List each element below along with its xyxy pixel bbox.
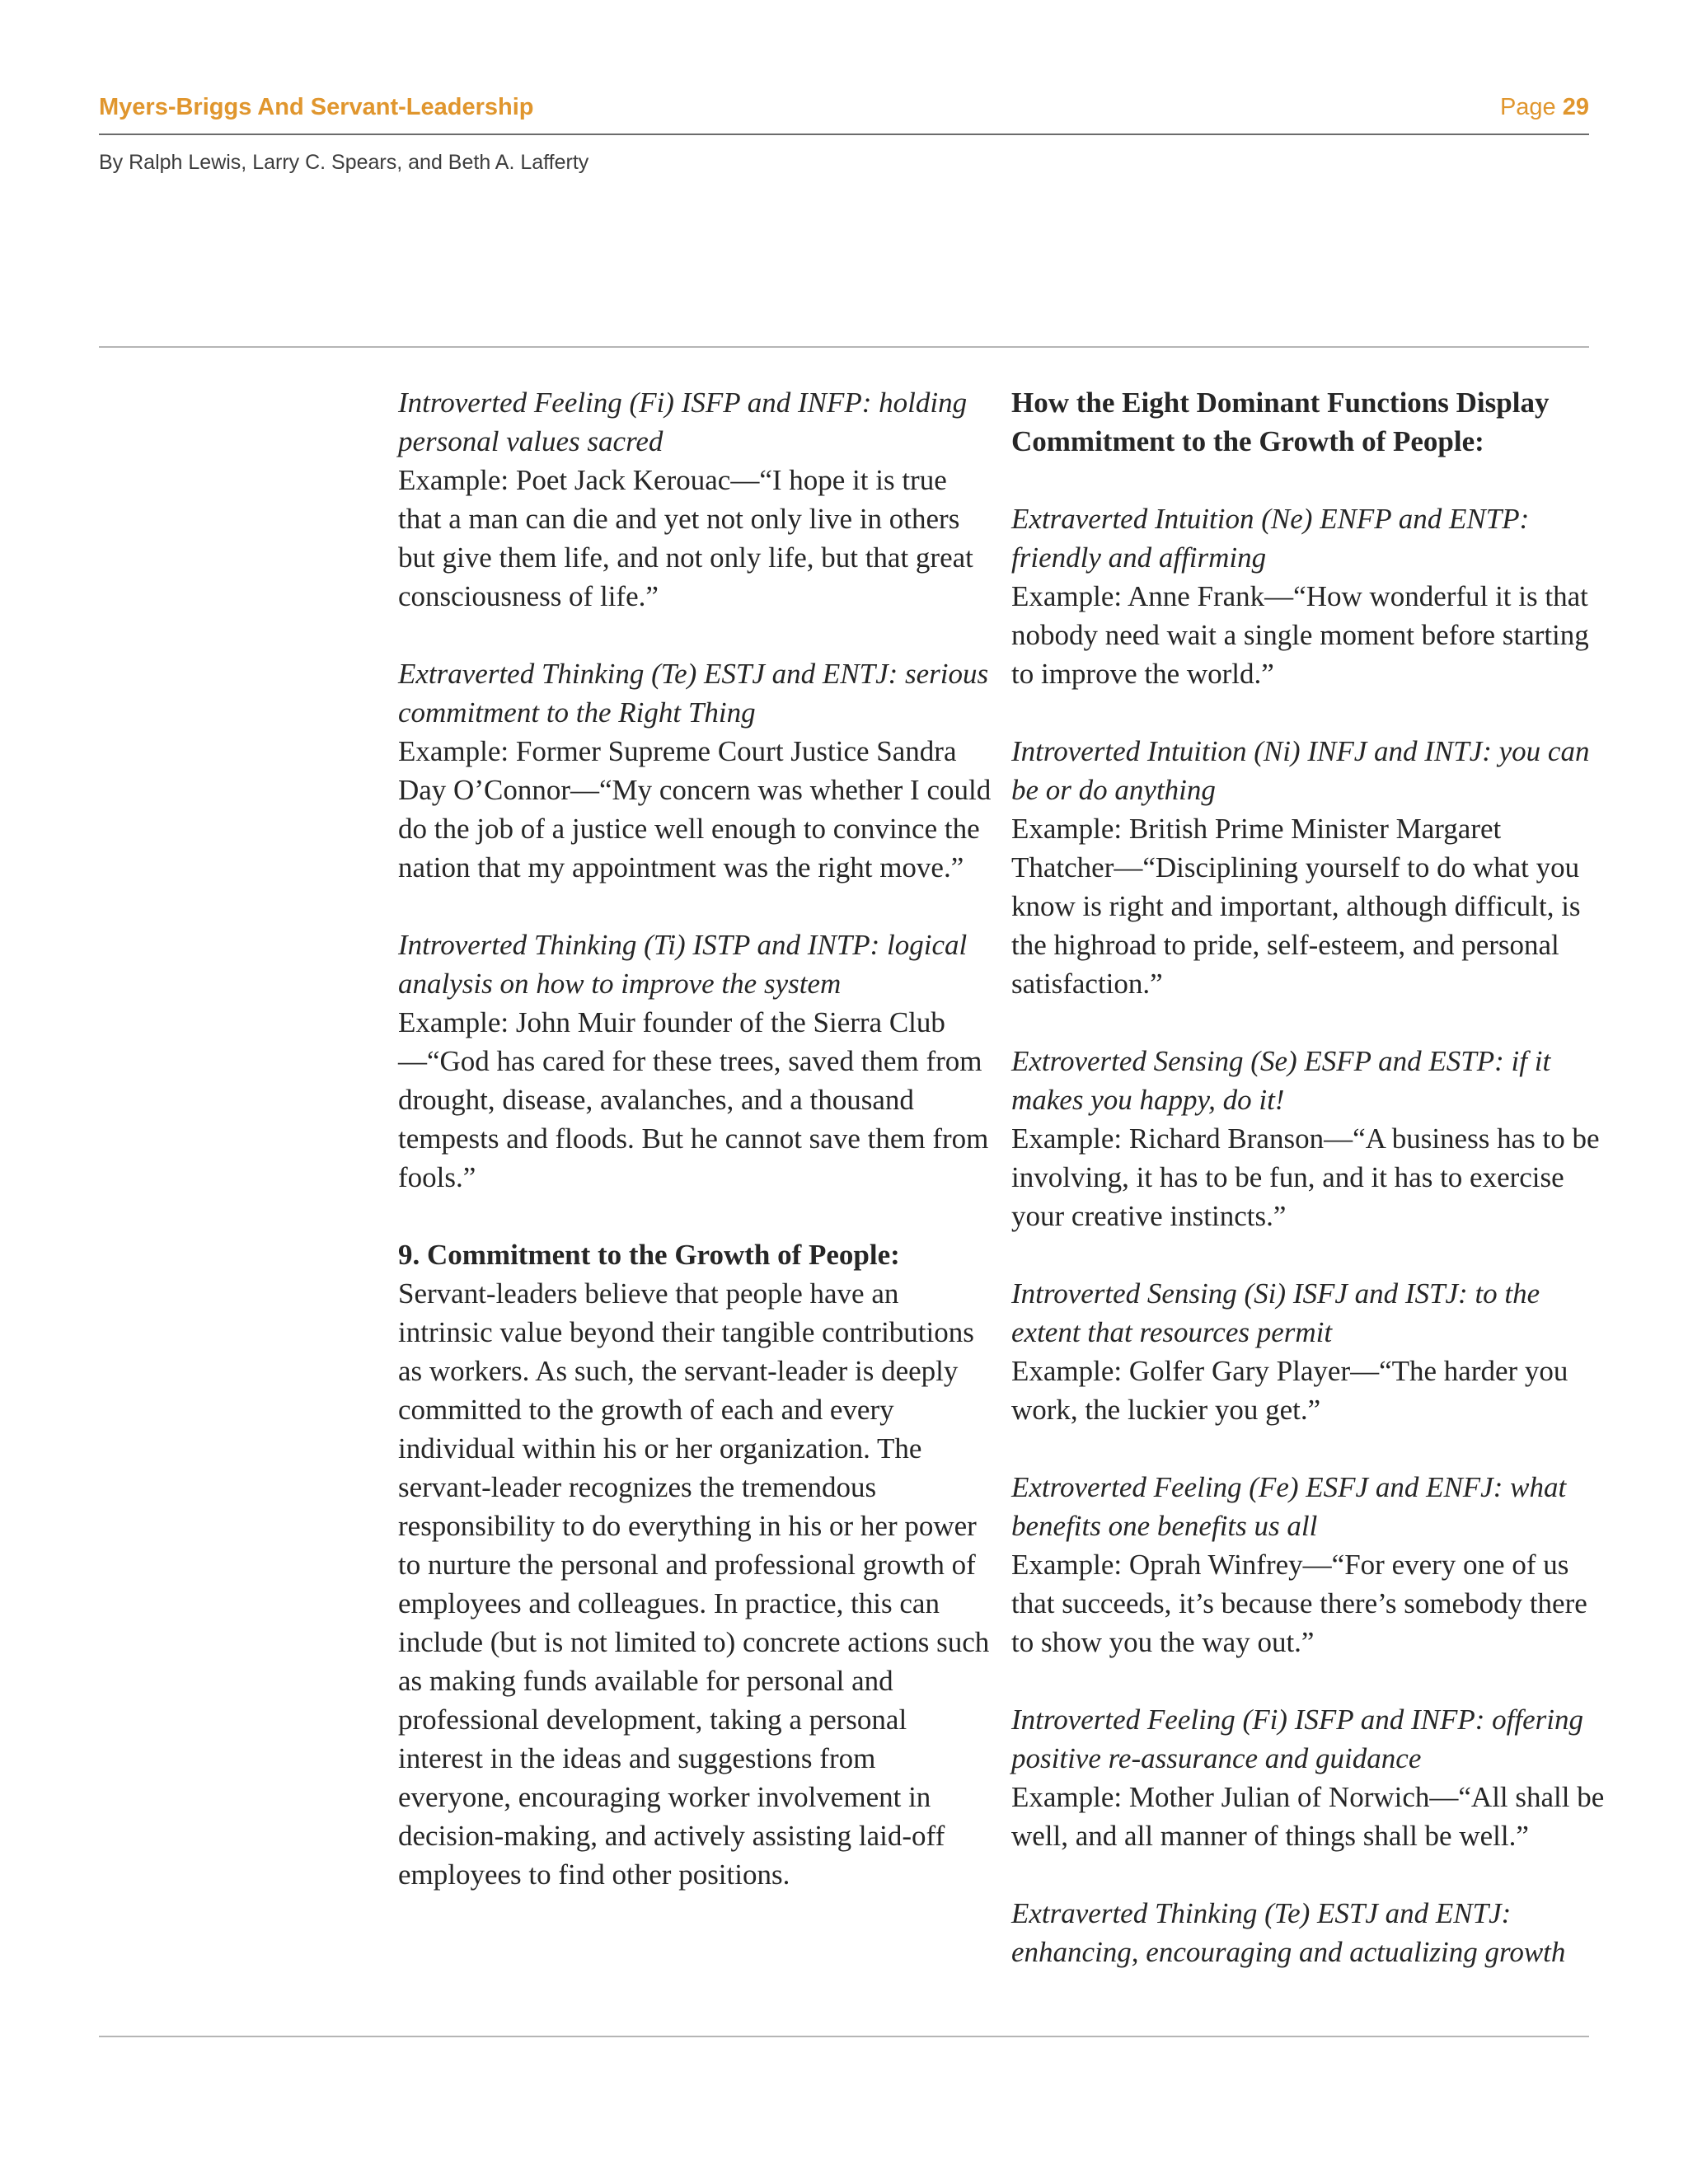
page-number-value: 29 xyxy=(1562,94,1589,120)
entry-te-left xyxy=(398,654,992,887)
entry-example: Example: John Muir founder of the Sierra Club—“God has cared for these trees, saved them from drought, disease, avalanches, and a thousand tempests and floods. But he cannot save them from fools.” xyxy=(398,1006,989,1193)
entry-example: Example: Poet Jack Kerouac—“I hope it is true that a man can die and yet not only live in others but give them life, and not only life, but that great consciousness of life.” xyxy=(398,464,973,612)
entry-heading: Extraverted Thinking (Te) ESTJ and ENTJ: serious commitment to the Right Thing xyxy=(398,658,989,729)
entry-se xyxy=(1011,1042,1605,1235)
heading-text: How the Eight Dominant Functions Display Commitment to the Growth of People: xyxy=(1011,387,1550,457)
page-number xyxy=(1500,94,1589,121)
left-column xyxy=(398,383,992,1894)
entry-ne xyxy=(1011,499,1605,693)
entry-example: Example: Former Supreme Court Justice Sandra Day O’Connor—“My concern was whether I could do the job of a justice well enough to convince the nation that my appointment was the right move.” xyxy=(398,735,992,883)
publication-title: Myers-Briggs And Servant-Leadership xyxy=(99,94,534,120)
entry-heading: Extraverted Intuition (Ne) ENFP and ENTP: friendly and affirming xyxy=(1011,503,1530,574)
entry-fi-left xyxy=(398,383,992,616)
entry-heading: Introverted Intuition (Ni) INFJ and INTJ: you can be or do anything xyxy=(1011,735,1590,806)
right-column xyxy=(1011,383,1605,1971)
entry-example: Example: Oprah Winfrey—“For every one of us that succeeds, it’s because there’s somebody there to show you the way out.” xyxy=(1011,1549,1587,1658)
entry-heading: Introverted Feeling (Fi) ISFP and INFP: holding personal values sacred xyxy=(398,387,968,457)
entry-ni xyxy=(1011,732,1605,1003)
footer-rule xyxy=(99,2036,1589,2037)
entry-example: Example: Anne Frank—“How wonderful it is that nobody need wait a single moment before starting to improve the world.” xyxy=(1011,580,1589,690)
entry-si xyxy=(1011,1274,1605,1429)
entry-example: Example: British Prime Minister Margaret Thatcher—“Disciplining yourself to do what you know is right and important, although difficult, is the highroad to pride, self-esteem, and personal satisfaction.” xyxy=(1011,813,1581,1000)
entry-heading: Introverted Thinking (Ti) ISTP and INTP: logical analysis on how to improve the system xyxy=(398,929,968,1000)
entry-example: Example: Mother Julian of Norwich—“All shall be well, and all manner of things shall be well.” xyxy=(1011,1781,1605,1852)
entry-heading: Extraverted Thinking (Te) ESTJ and ENTJ: enhancing, encouraging and actualizing growth xyxy=(1011,1897,1566,1968)
byline: By Ralph Lewis, Larry C. Spears, and Beth A. Lafferty xyxy=(99,151,589,174)
entry-fi-right xyxy=(1011,1700,1605,1855)
entry-ti-left xyxy=(398,926,992,1197)
entry-heading: Extroverted Feeling (Fe) ESFJ and ENFJ: what benefits one benefits us all xyxy=(1011,1471,1567,1542)
right-column-heading xyxy=(1011,383,1605,461)
entry-fe xyxy=(1011,1468,1605,1661)
entry-te-right xyxy=(1011,1894,1605,1971)
content-top-rule xyxy=(99,346,1589,348)
section-growth-of-people xyxy=(398,1235,992,1894)
entry-heading: Introverted Sensing (Si) ISFJ and ISTJ: to the extent that resources permit xyxy=(1011,1277,1540,1348)
entry-example: Example: Golfer Gary Player—“The harder you work, the luckier you get.” xyxy=(1011,1355,1568,1426)
entry-heading: Extroverted Sensing (Se) ESFP and ESTP: if it makes you happy, do it! xyxy=(1011,1045,1551,1116)
entry-heading: Introverted Feeling (Fi) ISFP and INFP: offering positive re-assurance and guidance xyxy=(1011,1704,1583,1774)
page-label: Page xyxy=(1499,94,1556,120)
section-heading: 9. Commitment to the Growth of People: xyxy=(398,1239,900,1271)
header-rule xyxy=(99,134,1589,135)
section-body: Servant-leaders believe that people have an intrinsic value beyond their tangible contributions as workers. As such, the servant-leader is deeply committed to the growth of each and every individual within his or her organization. The servant-leader recognizes the tremendous responsibility to do everything in his or her power to nurture the personal and professional growth of employees and colleagues. In practice, this can include (but is not limited to) concrete actions such as making funds available for personal and professional development, taking a personal interest in the ideas and suggestions from everyone, encouraging worker involvement in decision-making, and actively assisting laid-off employees to find other positions. xyxy=(398,1277,990,1891)
entry-example: Example: Richard Branson—“A business has to be involving, it has to be fun, and it has to exercise your creative instincts.” xyxy=(1011,1122,1600,1232)
